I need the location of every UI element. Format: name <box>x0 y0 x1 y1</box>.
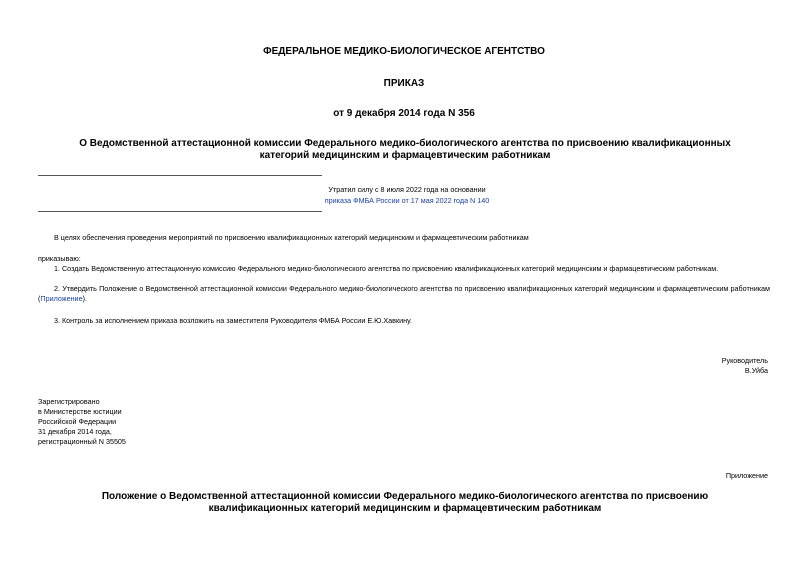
doc-date-number: от 9 декабря 2014 года N 356 <box>333 108 475 119</box>
appendix-title: Положение о Ведомственной аттестационной комиссии Федерального медико-биологического агентства по присвоению квалификационных категорий медицинским и фармацевтическим работникам <box>101 491 709 514</box>
order-item-1: 1. Создать Ведомственную аттестационную комиссию Федерального медико-биологического агентства по присвоению квалификационных категорий медицинским и фармацевтическим работникам. <box>54 264 719 273</box>
doc-title: О Ведомственной аттестационной комиссии Федерального медико-биологического агентства по присвоению квалификационных категорий медицинским и фармацевтическим работникам <box>79 138 731 161</box>
registration-line: Российской Федерации <box>38 417 117 426</box>
appendix-label: Приложение <box>725 471 768 480</box>
registration-block <box>38 397 238 447</box>
registration-line: в Министерстве юстиции <box>38 407 122 416</box>
status-divider-bottom <box>38 211 322 212</box>
doc-type: ПРИКАЗ <box>383 78 425 89</box>
order-item-2-text: 2. Утвердить Положение о Ведомственной аттестационной комиссии Федерального медико-биологического агентства по присвоению квалификационных категорий медицинским и фармацевтическим работникам <box>54 284 770 293</box>
appendix-link[interactable]: Приложение <box>40 294 83 303</box>
preamble: В целях обеспечения проведения мероприятий по присвоению квалификационных категорий медицинским и фармацевтическим работникам <box>54 233 529 242</box>
status-divider-top <box>38 175 322 176</box>
order-item-3: 3. Контроль за исполнением приказа возложить на заместителя Руководителя ФМБА России Е.Ю.Хавкину. <box>54 316 412 325</box>
status-link[interactable]: приказа ФМБА России от 17 мая 2022 года N 140 <box>324 196 490 205</box>
registration-line: регистрационный N 35505 <box>38 437 126 446</box>
signature-role: Руководитель <box>721 356 768 365</box>
order-word: приказываю: <box>38 254 81 263</box>
agency-name: ФЕДЕРАЛЬНОЕ МЕДИКО-БИОЛОГИЧЕСКОЕ АГЕНТСТВО <box>263 46 545 57</box>
registration-line: 31 декабря 2014 года, <box>38 427 112 436</box>
registration-line: Зарегистрировано <box>38 397 100 406</box>
order-item-2: 2. Утвердить Положение о Ведомственной аттестационной комиссии Федерального медико-биологического агентства по присвоению квалификационных категорий медицинским и фармацевтическим работникам (Приложение). <box>38 284 770 303</box>
signature-name: В.Уйба <box>744 366 768 375</box>
status-text: Утратил силу с 8 июля 2022 года на основании <box>328 185 486 194</box>
